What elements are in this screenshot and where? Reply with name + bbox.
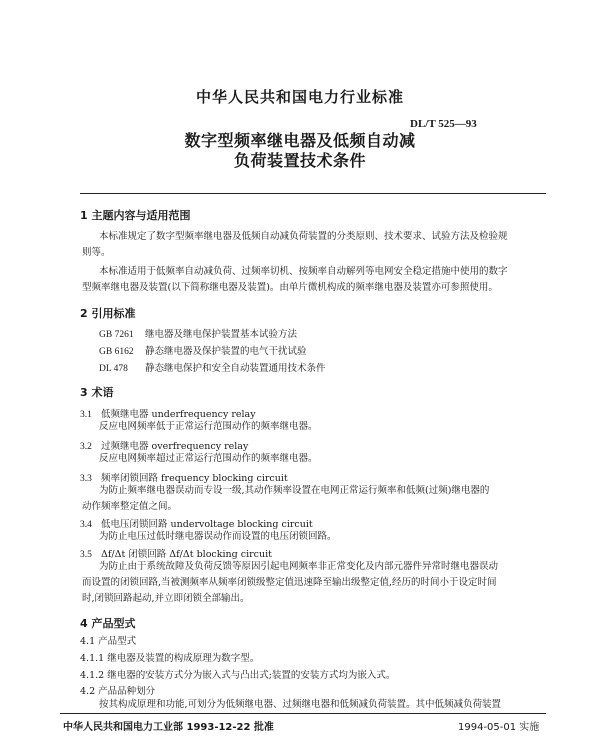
reference-title: 静态继电器及保护装置的电气干扰试验 (145, 346, 307, 357)
reference-title: 继电器及继电保护装置基本试验方法 (145, 329, 298, 340)
term-name: Δf/Δt 闭锁回路 Δf/Δt blocking circuit (101, 549, 272, 560)
clause-4-1-1: 4.1.1 继电器及装置的构成原理为数字型。 (80, 653, 260, 664)
term-3-2 (80, 438, 248, 452)
reference-item (99, 343, 307, 357)
term-3-5-definition-line2: 而设置的闭锁回路,当被测频率从频率闭锁级整定值迅速降至输出级整定值,经历的时间小于设定时间 (82, 577, 497, 588)
term-3-3-definition-line2: 动作频率整定值之间。 (82, 501, 178, 512)
clause-4-1: 4.1 产品型式 (80, 636, 137, 647)
reference-item (99, 326, 297, 340)
section-1-p2-line1: 本标准适用于低频率自动减负荷、过频率切机、按频率自动解列等电网安全稳定措施中使用的数字 (99, 266, 508, 277)
term-3-4 (80, 516, 313, 530)
clause-4-1-2: 4.1.2 继电器的安装方式分为嵌入式与凸出式;装置的安装方式均为嵌入式。 (80, 670, 396, 681)
section-3-heading: 3 术语 (80, 386, 114, 399)
reference-title: 静态继电保护和安全自动装置通用技术条件 (145, 363, 326, 374)
term-3-3-definition-line1: 为防止频率继电器误动而专设一级,其动作频率设置在电网正常运行频率和低频(过频)继电器的 (99, 485, 490, 496)
footer-rule (60, 713, 546, 714)
section-4-heading: 4 产品型式 (80, 617, 136, 630)
term-name: 低电压闭锁回路 undervoltage blocking circuit (101, 519, 313, 530)
term-number: 3.2 (80, 442, 92, 452)
reference-code: GB 7261 (99, 330, 134, 340)
term-number: 3.1 (80, 410, 92, 420)
term-3-5 (80, 546, 272, 560)
document-title-line1: 数字型频率继电器及低频自动减 (184, 131, 416, 150)
reference-code: GB 6162 (99, 347, 134, 357)
term-name: 低频继电器 underfrequency relay (101, 409, 256, 420)
term-3-3 (80, 470, 288, 484)
term-3-2-definition: 反应电网频率超过正常运行范围动作的频率继电器。 (99, 453, 318, 464)
term-3-5-definition-line1: 为防止由于系统故障及负荷反馈等原因引起电网频率非正常变化及内部元器件异常时继电器误动 (99, 561, 499, 572)
section-1-p1-line1: 本标准规定了数字型频率继电器及低频自动减负荷装置的分类原则、技术要求、试验方法及检验规 (99, 231, 508, 242)
term-number: 3.3 (80, 474, 92, 484)
term-3-1 (80, 406, 256, 420)
section-2-heading: 2 引用标准 (80, 307, 136, 320)
document-title-line2: 负荷装置技术条件 (233, 151, 366, 170)
clause-4-2: 4.2 产品品种划分 (80, 686, 156, 697)
term-name: 过频继电器 overfrequency relay (101, 441, 249, 452)
term-number: 3.4 (80, 520, 92, 530)
approval-note: 中华人民共和国电力工业部 1993-12-22 批准 (63, 722, 274, 733)
reference-item (99, 360, 326, 374)
term-number: 3.5 (80, 550, 92, 560)
term-3-1-definition: 反应电网频率低于正常运行范围动作的频率继电器。 (99, 421, 318, 432)
reference-code: DL 478 (99, 364, 128, 374)
section-1-p1-line2: 则等。 (82, 247, 111, 258)
clause-4-2-paragraph: 按其构成原理和功能,可划分为低频继电器、过频继电器和低频减负荷装置。其中低频减负荷装置 (99, 699, 502, 710)
header-rule (80, 193, 546, 194)
standard-category-title: 中华人民共和国电力行业标准 (195, 88, 404, 106)
section-1-p2-line2: 型频率继电器及装置(以下简称继电器及装置)。由单片微机构成的频率继电器及装置亦可参照使用。 (82, 282, 498, 293)
document-code: DL/T 525—93 (410, 118, 477, 130)
section-1-heading: 1 主题内容与适用范围 (80, 209, 191, 222)
term-3-4-definition: 为防止电压过低时继电器误动作而设置的电压闭锁回路。 (99, 531, 337, 542)
implementation-date: 1994-05-01 实施 (458, 722, 540, 733)
term-name: 频率闭锁回路 frequency blocking circuit (101, 473, 288, 484)
term-3-5-definition-line3: 时,闭锁回路起动,并立即闭锁全部输出。 (82, 593, 250, 604)
